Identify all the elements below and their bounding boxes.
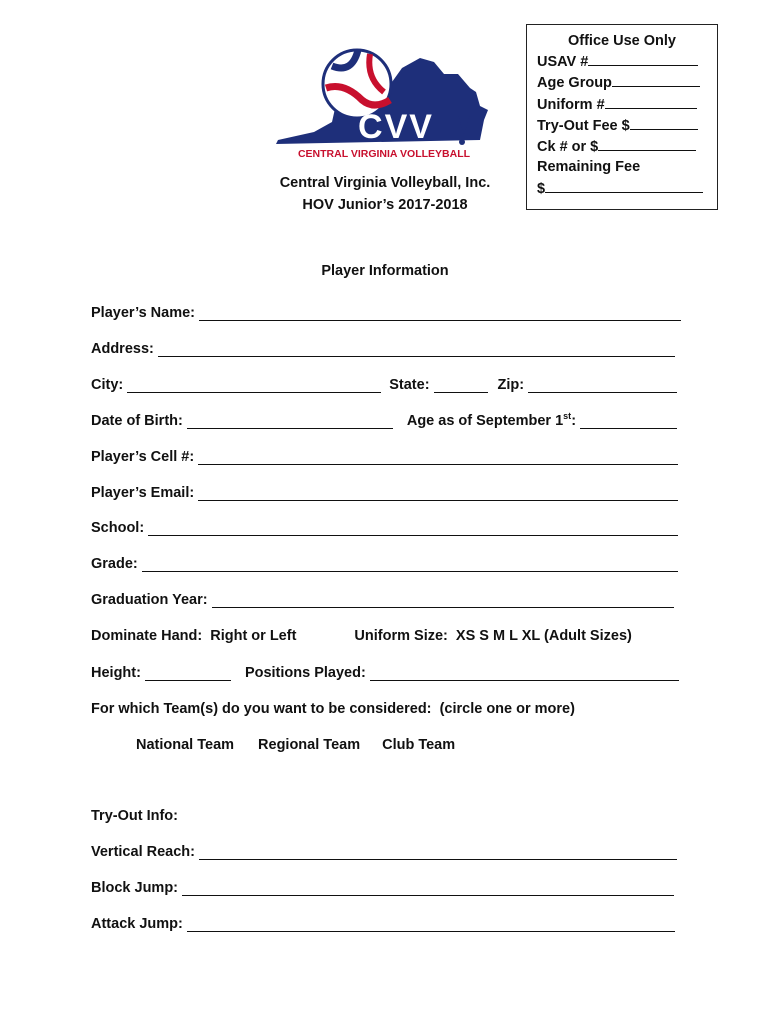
address-row: [91, 337, 675, 357]
dominate-hand-option[interactable]: Dominate Hand: Right or Left: [91, 628, 297, 644]
team-option-national[interactable]: National Team: [136, 737, 235, 753]
players-name-field[interactable]: [199, 306, 681, 321]
email-field[interactable]: [198, 486, 678, 501]
grade-field[interactable]: [142, 557, 678, 572]
check-number-line[interactable]: Ck # or $: [537, 136, 717, 157]
cell-label: Player’s Cell #:: [91, 449, 195, 465]
graduation-year-label: Graduation Year:: [91, 592, 208, 608]
height-positions-row: [91, 661, 679, 681]
height-label: Height:: [91, 665, 141, 681]
graduation-year-row: [91, 588, 674, 608]
dob-field[interactable]: [187, 414, 393, 429]
vertical-reach-row: [91, 840, 677, 860]
office-use-title: Office Use Only: [568, 33, 676, 49]
graduation-year-field[interactable]: [212, 593, 674, 608]
city-field[interactable]: [127, 378, 381, 393]
state-label: State:: [389, 377, 430, 393]
tryout-info-title: Try-Out Info:: [91, 808, 178, 824]
cvv-logo-subtext: CENTRAL VIRGINIA VOLLEYBALL: [297, 148, 471, 160]
players-name-row: [91, 301, 681, 321]
zip-label: Zip:: [497, 377, 525, 393]
email-row: [91, 481, 678, 501]
program-name: HOV Junior’s 2017-2018: [302, 197, 468, 213]
team-option-club[interactable]: Club Team: [382, 737, 456, 753]
dob-label: Date of Birth:: [91, 413, 183, 429]
tryout-fee-line[interactable]: Try-Out Fee $: [537, 115, 717, 136]
dob-row: [91, 409, 677, 429]
age-group-line[interactable]: Age Group: [537, 72, 717, 93]
org-name: Central Virginia Volleyball, Inc.: [279, 175, 491, 191]
vertical-reach-label: Vertical Reach:: [91, 844, 195, 860]
remaining-fee-label: Remaining Fee: [537, 159, 641, 176]
office-use-box: [526, 24, 718, 210]
grade-label: Grade:: [91, 556, 138, 572]
player-information-title: Player Information: [321, 263, 449, 279]
school-row: [91, 516, 678, 536]
team-options-row: [136, 733, 536, 753]
school-field[interactable]: [148, 521, 678, 536]
grade-row: [91, 552, 678, 572]
teams-question-row: [91, 697, 681, 717]
attack-jump-label: Attack Jump:: [91, 916, 183, 932]
cvv-logo-text: CVV: [358, 108, 434, 146]
positions-field[interactable]: [370, 666, 679, 681]
age-as-of-label: Age as of September 1st:: [406, 411, 577, 429]
hand-uniform-row: [91, 624, 681, 644]
block-jump-row: [91, 876, 674, 896]
teams-question: For which Team(s) do you want to be considered: (circle one or more): [91, 701, 575, 717]
block-jump-field[interactable]: [182, 881, 674, 896]
players-name-label: Player’s Name:: [91, 305, 195, 321]
cell-row: [91, 445, 678, 465]
zip-field[interactable]: [528, 378, 677, 393]
remaining-fee-line[interactable]: $: [537, 178, 717, 199]
team-option-regional[interactable]: Regional Team: [258, 737, 361, 753]
age-field[interactable]: [580, 414, 677, 429]
address-field[interactable]: [158, 342, 675, 357]
vertical-reach-field[interactable]: [199, 845, 677, 860]
email-label: Player’s Email:: [91, 485, 195, 501]
block-jump-label: Block Jump:: [91, 880, 179, 896]
uniform-size-option[interactable]: Uniform Size: XS S M L XL (Adult Sizes): [354, 628, 632, 644]
city-state-zip-row: [91, 373, 677, 393]
address-label: Address:: [91, 341, 154, 357]
tryout-title-row: [91, 804, 681, 824]
usav-line[interactable]: USAV #: [537, 51, 717, 72]
height-field[interactable]: [145, 666, 231, 681]
school-label: School:: [91, 520, 145, 536]
attack-jump-row: [91, 912, 675, 932]
attack-jump-field[interactable]: [187, 917, 675, 932]
uniform-number-line[interactable]: Uniform #: [537, 94, 717, 115]
cvv-logo: [274, 44, 494, 162]
city-label: City:: [91, 377, 124, 393]
org-header: [240, 172, 530, 216]
positions-label: Positions Played:: [244, 665, 366, 681]
cell-field[interactable]: [198, 450, 678, 465]
state-field[interactable]: [434, 378, 488, 393]
